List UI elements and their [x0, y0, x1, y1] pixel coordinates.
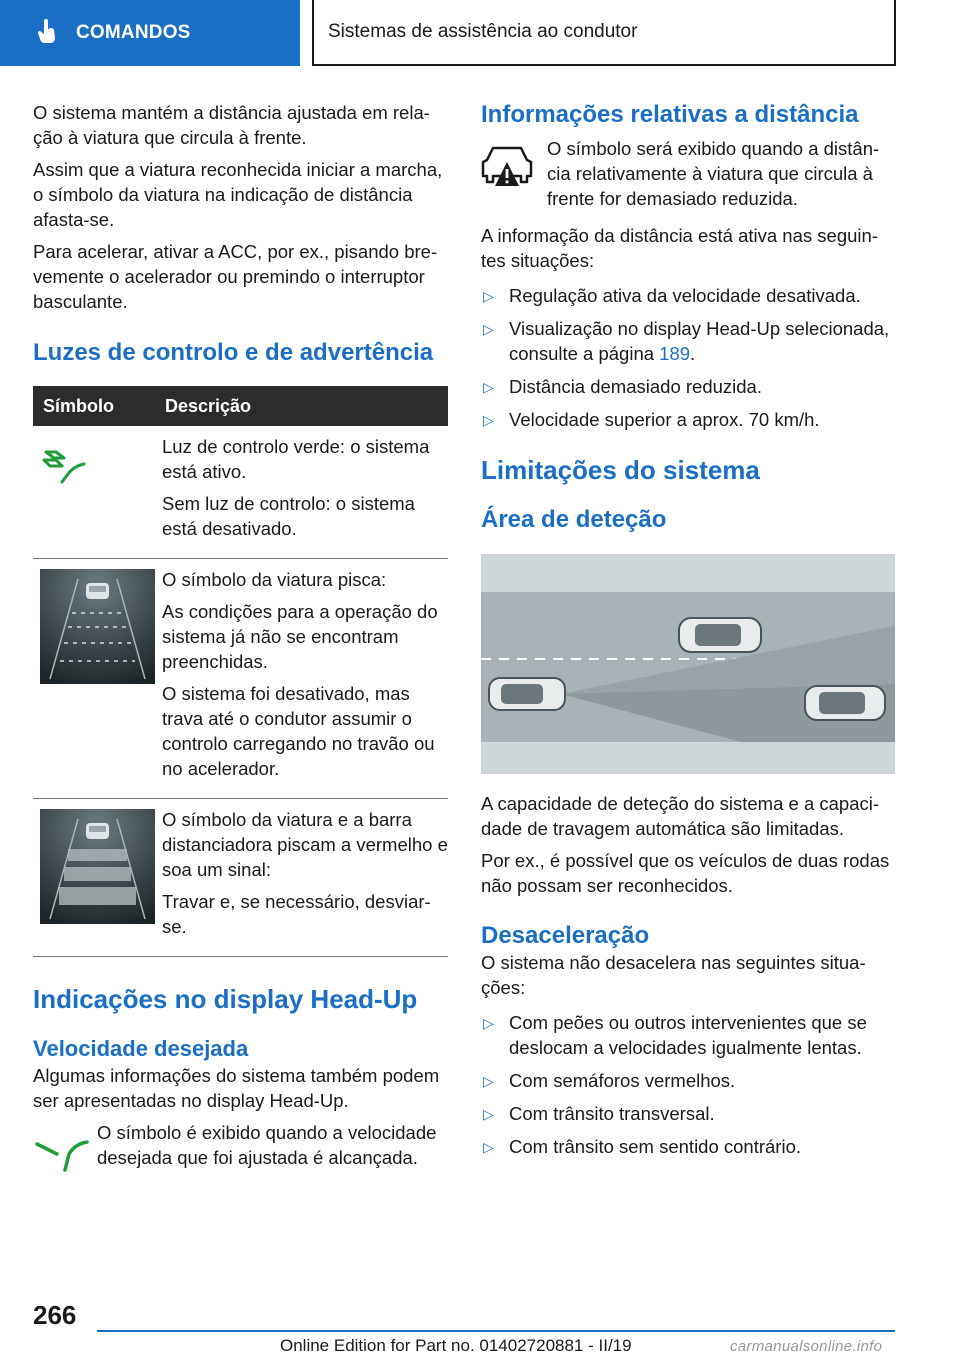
table-row [33, 799, 448, 957]
car-ahead-icon [679, 618, 761, 652]
active-situations-list [481, 283, 896, 432]
detection-area-illustration [481, 554, 896, 779]
symbol-table [33, 386, 448, 957]
paragraph: Por ex., é possível que os veículos de duas rodas não possam ser reconhecidos. [481, 850, 890, 896]
list-item: ▷ Distância demasiado reduzida. [481, 374, 896, 399]
bullet-triangle-icon: ▷ [483, 412, 494, 428]
table-row [33, 426, 448, 559]
own-car-icon [489, 678, 565, 710]
bullet-triangle-icon: ▷ [483, 379, 494, 395]
paragraph: A capacidade de deteção do sistema e a capacidade de travagem automática são limitadas. [481, 793, 880, 839]
chapter-tab[interactable] [0, 0, 300, 66]
list-item: ▷ Regulação ativa da velocidade desativada. [481, 283, 896, 308]
list-item: ▷ Com peões ou outros intervenientes que se deslocam a velocidades igualmente lentas. [483, 1012, 867, 1058]
paragraph: Assim que a viatura reconhecida iniciar a marcha, o símbolo da viatura na indicação de distância afasta-se. [33, 159, 443, 230]
description-line: O símbolo da viatura e a barra distanciadora piscam a vermelho e soa um sinal: [162, 809, 448, 880]
heading-distance-information: Informações relativas a distância [481, 101, 859, 128]
desired-speed-icon [33, 1161, 89, 1178]
table-header-description: Descrição [155, 386, 448, 426]
description-line: Luz de controlo verde: o sistema está ativo. [162, 436, 430, 482]
page-header [0, 0, 960, 66]
heading-deceleration: Desaceleração [481, 922, 650, 949]
list-item: ▷ Velocidade superior a aprox. 70 km/h. [481, 407, 896, 432]
warning-symbol-row [481, 136, 896, 211]
description-line: As condições para a operação do sistema já não se encontram preenchidas. [162, 601, 438, 672]
bullet-triangle-icon: ▷ [483, 1106, 494, 1122]
list-item: ▷ Com semáforos vermelhos. [481, 1068, 896, 1093]
desired-speed-text: O símbolo é exibido quando a velocidade desejada que foi ajustada é alcançada. [97, 1122, 437, 1168]
heading-desired-speed: Velocidade desejada [33, 1036, 249, 1061]
table-header-symbol: Símbolo [33, 386, 155, 426]
car-adjacent-lane-icon [805, 686, 885, 720]
heading-control-lights: Luzes de controlo e de advertência [33, 339, 434, 366]
chapter-tab-label: COMANDOS [76, 22, 191, 43]
paragraph: A informação da distância está ativa nas seguintes situações: [481, 225, 878, 271]
left-column [33, 100, 448, 1179]
list-item: ▷ Visualização no display Head-Up selecionada, consulte a página 189. [483, 318, 890, 364]
page-reference-link[interactable]: 189 [659, 343, 691, 364]
bullet-triangle-icon: ▷ [483, 1139, 494, 1155]
description-line: Travar e, se necessário, desviar-se. [162, 891, 431, 937]
bullet-triangle-icon: ▷ [483, 321, 494, 337]
heading-head-up-display: Indicações no display Head-Up [33, 984, 418, 1014]
desired-speed-symbol-row [33, 1120, 448, 1179]
paragraph: O sistema não desacelera nas seguintes situações: [481, 952, 866, 998]
table-row [33, 559, 448, 799]
distance-display-vehicle-icon [40, 667, 155, 688]
paragraph: O sistema mantém a distância ajustada em relação à viatura que circula à frente. [33, 102, 430, 148]
list-item: ▷ Com trânsito transversal. [481, 1101, 896, 1126]
bullet-triangle-icon: ▷ [483, 1073, 494, 1089]
watermark: carmanualsonline.info [730, 1338, 883, 1355]
section-title: Sistemas de assistência ao condutor [312, 0, 896, 66]
hand-pointer-icon [36, 18, 58, 49]
footer-divider [97, 1330, 895, 1332]
description-line: Sem luz de controlo: o sistema está desativado. [162, 493, 415, 539]
footer-edition: Online Edition for Part no. 01402720881 - II/19 [280, 1336, 632, 1355]
distance-warning-display-icon [40, 907, 155, 928]
green-acc-indicator-icon [40, 467, 90, 488]
bullet-triangle-icon: ▷ [483, 1015, 494, 1031]
heading-system-limits: Limitações do sistema [481, 455, 760, 485]
paragraph: Para acelerar, ativar a ACC, por ex., pisando brevemente o acelerador ou premindo o interruptor basculante. [33, 241, 438, 312]
collision-warning-icon [481, 179, 533, 196]
description-line: O sistema foi desativado, mas trava até o condutor assumir o controlo carregando no travão ou no acelerador. [162, 683, 435, 779]
list-item: ▷ Com trânsito sem sentido contrário. [481, 1134, 896, 1159]
paragraph: Algumas informações do sistema também podem ser apresentadas no display Head-Up. [33, 1065, 440, 1111]
warning-symbol-text: O símbolo será exibido quando a distância relativamente à viatura que circula à frente for demasiado reduzida. [547, 138, 880, 209]
right-column [481, 100, 896, 1167]
page-number: 266 [33, 1300, 77, 1330]
bullet-triangle-icon: ▷ [483, 288, 494, 304]
no-deceleration-list [481, 1010, 896, 1159]
description-line: O símbolo da viatura pisca: [162, 569, 387, 590]
heading-detection-area: Área de deteção [481, 506, 667, 533]
